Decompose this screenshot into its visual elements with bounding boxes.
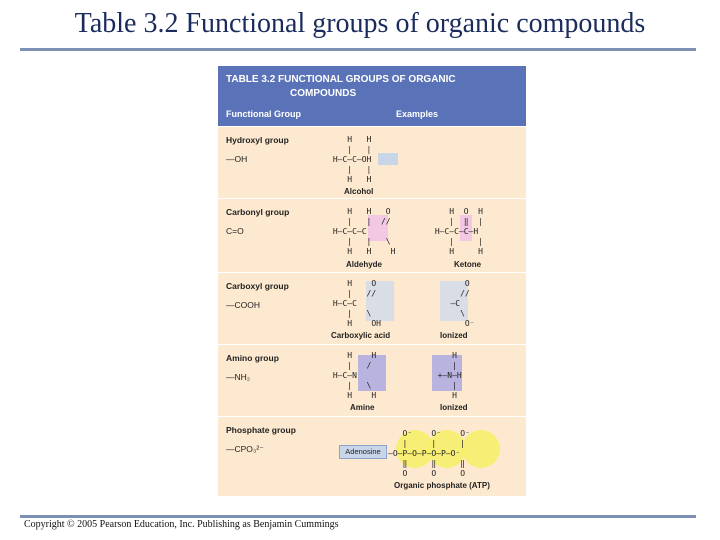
alcohol-structure: H H | | H—C—C—OH | | H H — [332, 135, 372, 184]
group-name: Hydroxyl group — [226, 135, 289, 145]
ionized-carboxyl-structure: O // —C \ O⁻ — [450, 279, 475, 328]
column-header-examples: Examples — [396, 109, 439, 119]
title-divider — [20, 48, 696, 51]
group-formula: —NH₂ — [226, 372, 251, 382]
example-organic-phosphate: Organic phosphate (ATP) — [394, 481, 490, 490]
example-alcohol: Alcohol — [344, 187, 374, 196]
group-name: Carbonyl group — [226, 207, 290, 217]
table-title-line2: COMPOUNDS — [290, 88, 357, 99]
copyright-notice: Copyright © 2005 Pearson Education, Inc. Publishing as Benjamin Cummings — [24, 519, 339, 530]
example-aldehyde: Aldehyde — [346, 260, 383, 269]
group-name: Phosphate group — [226, 425, 296, 435]
ketone-structure: H O H | ‖ | H—C—C—C—H | | H H — [434, 207, 483, 256]
amine-structure: H H | / H—C—N | \ H H — [332, 351, 377, 400]
group-name: Amino group — [226, 353, 279, 363]
group-formula: —OH — [226, 154, 248, 164]
column-header-functional-group: Functional Group — [226, 109, 301, 119]
row-carboxyl-group — [218, 272, 526, 345]
row-phosphate-group — [218, 416, 526, 496]
group-name: Carboxyl group — [226, 281, 289, 291]
atp-phosphate-structure: O⁻ O⁻ O⁻ | | | —O—P—O—P—O—P—O⁻ ‖ ‖ ‖ O O O — [388, 429, 470, 478]
adenosine-box: Adenosine — [339, 445, 387, 459]
table-header — [218, 66, 526, 126]
aldehyde-structure: H H O | | // H—C—C—C | | \ H H H — [332, 207, 396, 256]
example-amine: Amine — [350, 403, 375, 412]
group-formula: —COOH — [226, 300, 260, 310]
group-formula: —CPO₃²⁻ — [226, 444, 264, 454]
example-ionized-amine: Ionized — [440, 403, 468, 412]
carboxylic-acid-structure: H O | // H—C—C | \ H OH — [332, 279, 381, 328]
hydroxyl-highlight — [378, 153, 398, 165]
footer-divider — [20, 515, 696, 518]
table-title-line1: TABLE 3.2 FUNCTIONAL GROUPS OF ORGANIC — [226, 74, 456, 85]
functional-groups-table — [218, 66, 526, 496]
row-amino-group — [218, 344, 526, 417]
example-ketone: Ketone — [454, 260, 482, 269]
group-formula: C=O — [226, 226, 244, 236]
example-ionized-carboxyl: Ionized — [440, 331, 468, 340]
slide-title: Table 3.2 Functional groups of organic compounds — [74, 8, 646, 39]
row-hydroxyl-group — [218, 126, 526, 199]
ionized-amine-structure: H | +—N—H | H — [437, 351, 462, 400]
example-carboxylic-acid: Carboxylic acid — [331, 331, 391, 340]
row-carbonyl-group — [218, 198, 526, 273]
